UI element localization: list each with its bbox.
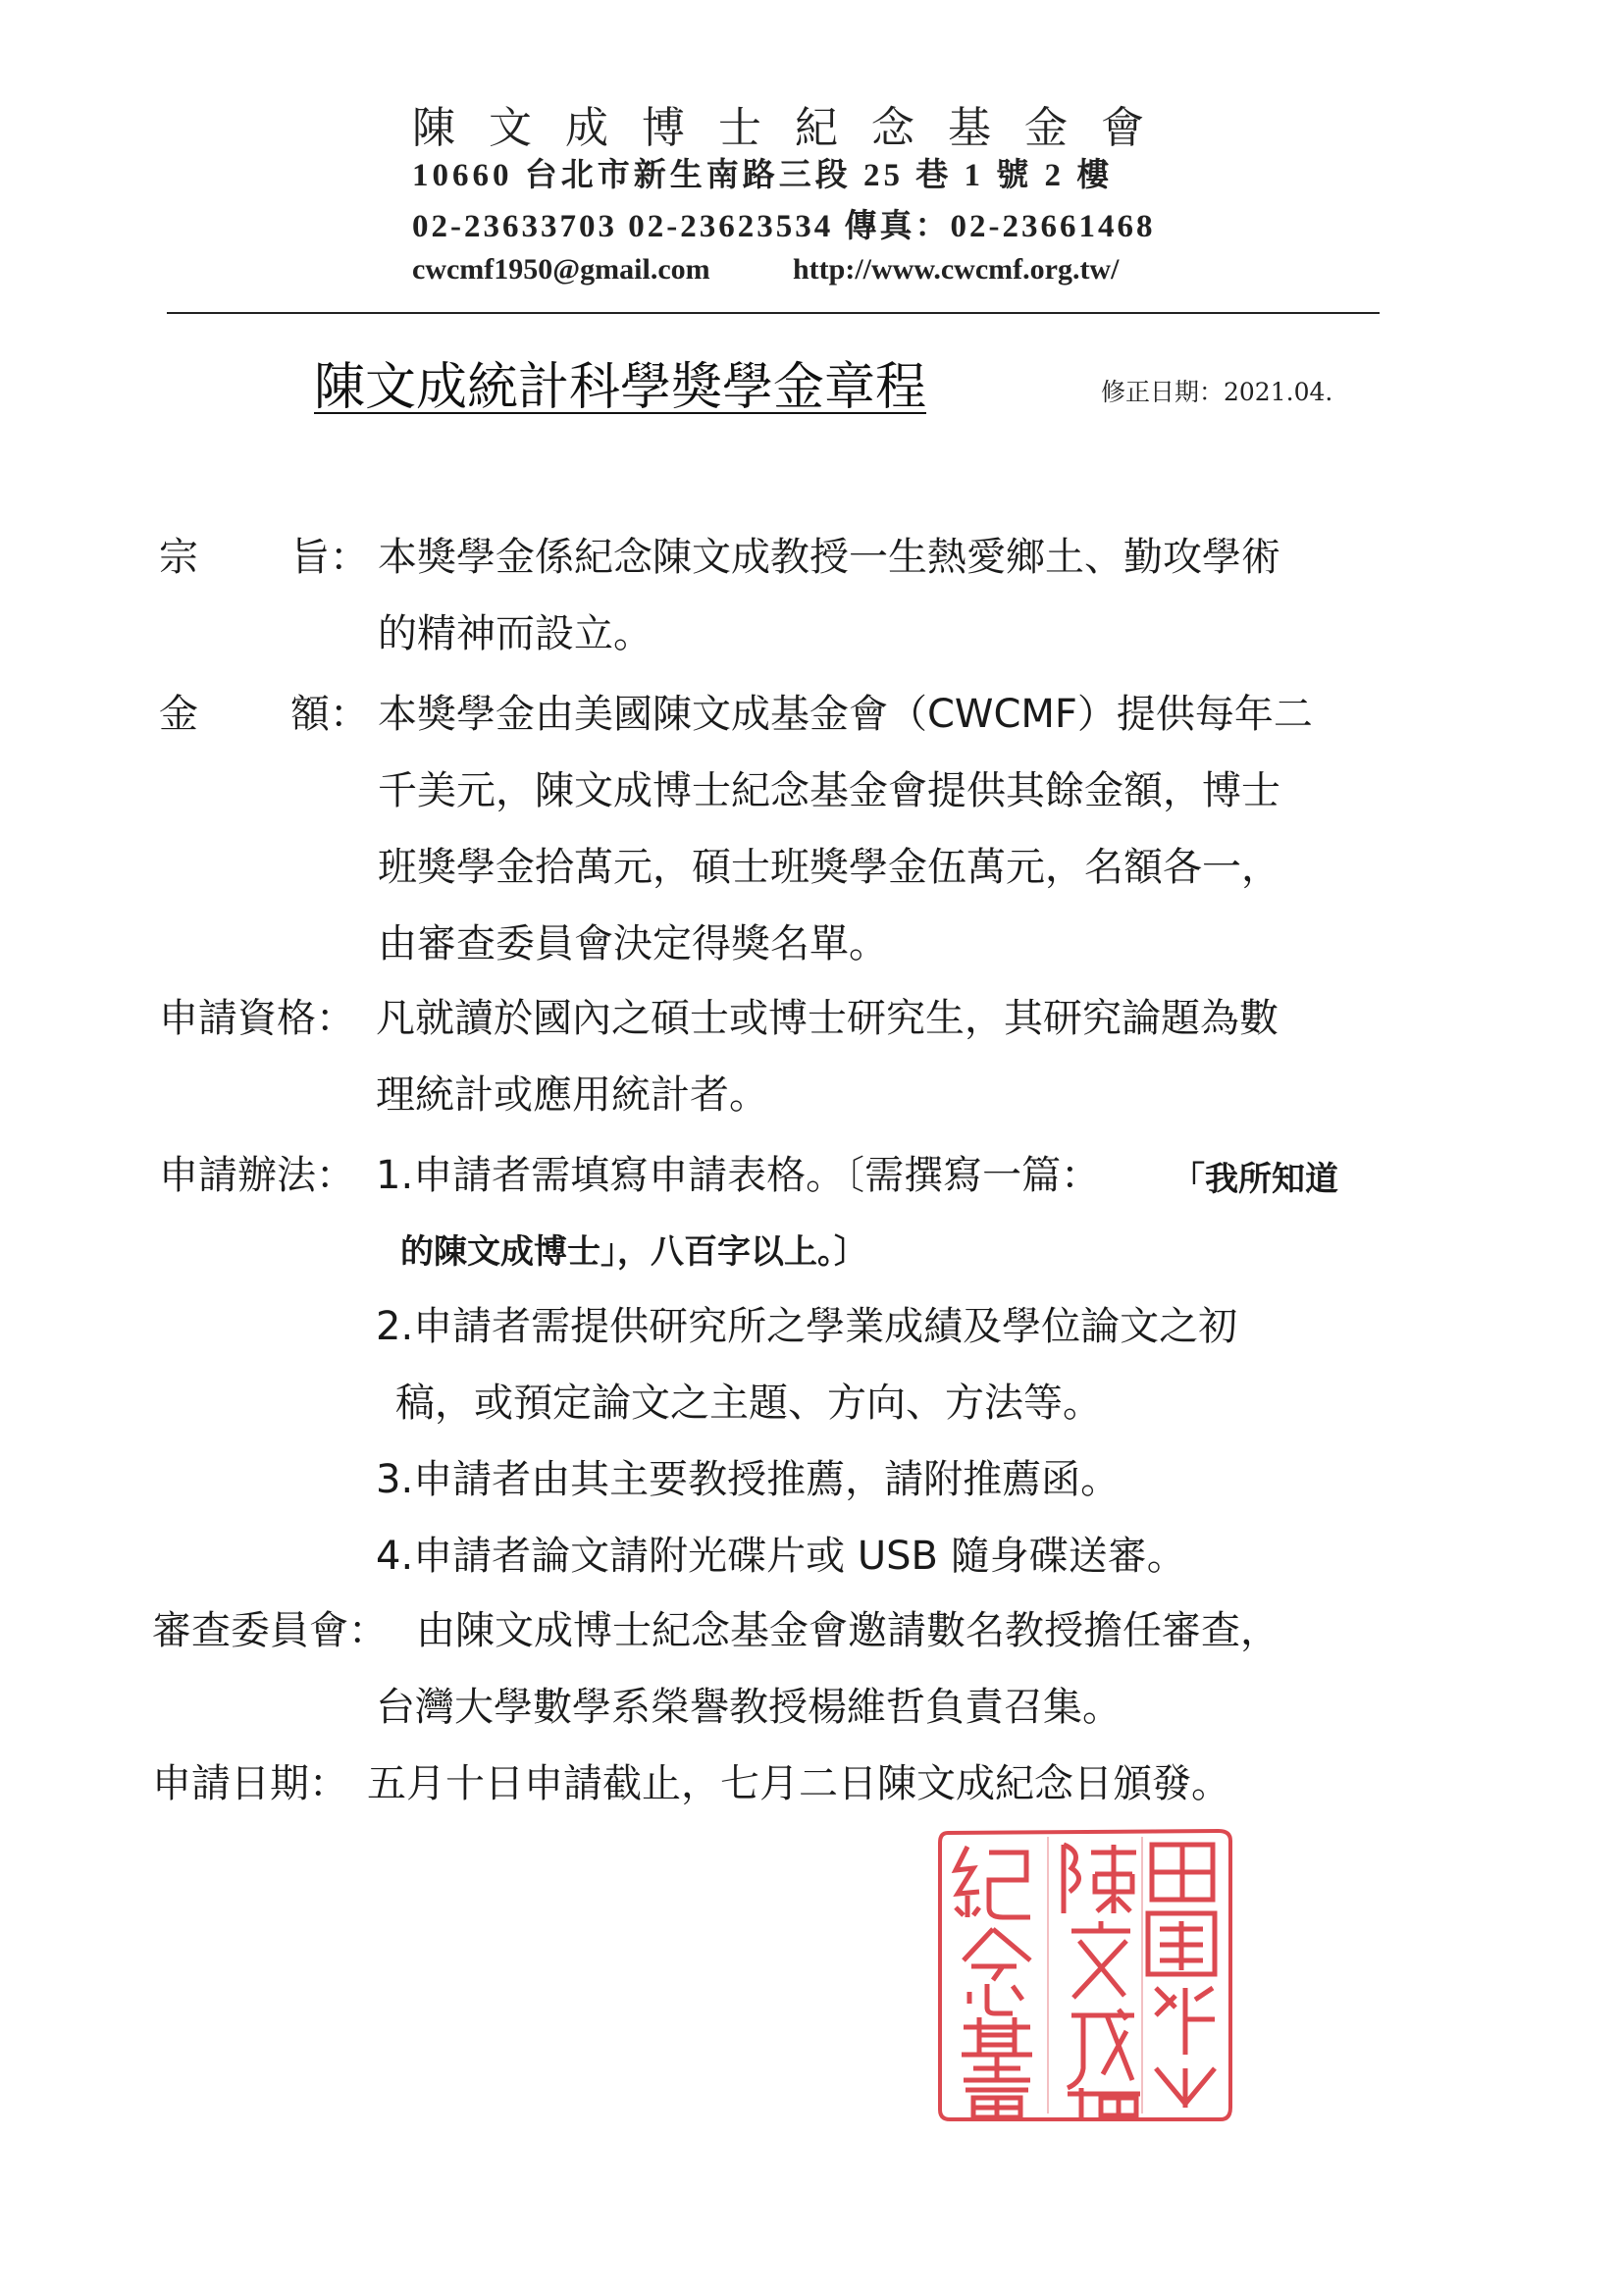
foundation-seal	[934, 1823, 1236, 2127]
eligibility-line-2: 理統計或應用統計者。	[376, 1072, 768, 1118]
committee-label: 審查委員會：	[152, 1608, 388, 1653]
foundation-address: 10660 台北市新生南路三段 25 巷 1 號 2 樓	[412, 158, 1114, 193]
purpose-label-char1: 宗	[159, 535, 287, 580]
procedure-item1-line2: 的陳文成博士」，八百字以上。〕	[400, 1232, 867, 1272]
seal-stamp-graphic	[934, 1823, 1236, 2127]
amount-label-char1: 金	[159, 692, 198, 737]
letterhead-divider	[167, 312, 1380, 314]
foundation-name: 陳文成博士紀念基金會	[412, 103, 1177, 153]
foundation-phone-fax: 02-23633703 02-23623534 傳真：02-23661468	[412, 209, 1156, 244]
eligibility-line-1: 凡就讀於國內之碩士或博士研究生，其研究論題為數	[376, 996, 1279, 1041]
eligibility-label: 申請資格：	[159, 996, 355, 1041]
purpose-line-1: 本獎學金係紀念陳文成教授一生熱愛鄉土、勤攻學術	[378, 535, 1280, 580]
amount-label-char2: 額：	[290, 692, 369, 737]
procedure-item1-essay-title-start: 「我所知道	[1172, 1160, 1338, 1199]
amount-line-4: 由審查委員會決定得獎名單。	[378, 921, 888, 966]
purpose-line-2: 的精神而設立。	[378, 611, 652, 656]
application-dates-text: 五月十日申請截止，七月二日陳文成紀念日頒發。	[367, 1761, 1230, 1806]
procedure-item3: 3.申請者由其主要教授推薦，請附推薦函。	[376, 1457, 1121, 1502]
application-dates-label: 申請日期：	[152, 1761, 348, 1806]
amount-line-3: 班獎學金拾萬元，碩士班獎學金伍萬元，名額各一，	[378, 845, 1280, 890]
committee-line-1: 由陳文成博士紀念基金會邀請數名教授擔任審查，	[416, 1608, 1279, 1653]
revised-date: 修正日期：2021.04.	[1101, 378, 1333, 406]
amount-line-2: 千美元，陳文成博士紀念基金會提供其餘金額，博士	[378, 768, 1280, 813]
foundation-email: cwcmf1950@gmail.com	[412, 253, 710, 286]
procedure-item2-line2: 稿，或預定論文之主題、方向、方法等。	[395, 1381, 1102, 1426]
purpose-label-char2: 旨：	[290, 535, 369, 580]
procedure-item2-line1: 2.申請者需提供研究所之學業成績及學位論文之初	[376, 1304, 1238, 1349]
procedure-item4: 4.申請者論文請附光碟片或 USB 隨身碟送審。	[376, 1534, 1186, 1579]
amount-line-1: 本獎學金由美國陳文成基金會（CWCMF）提供每年二	[378, 692, 1313, 737]
foundation-website: http://www.cwcmf.org.tw/	[793, 253, 1120, 286]
procedure-item1-line1: 1.申請者需填寫申請表格。〔需撰寫一篇：	[376, 1153, 1101, 1198]
document-title: 陳文成統計科學獎學金章程	[314, 358, 927, 417]
committee-line-2: 台灣大學數學系榮譽教授楊維哲負責召集。	[376, 1685, 1122, 1730]
procedure-label: 申請辦法：	[159, 1153, 355, 1198]
